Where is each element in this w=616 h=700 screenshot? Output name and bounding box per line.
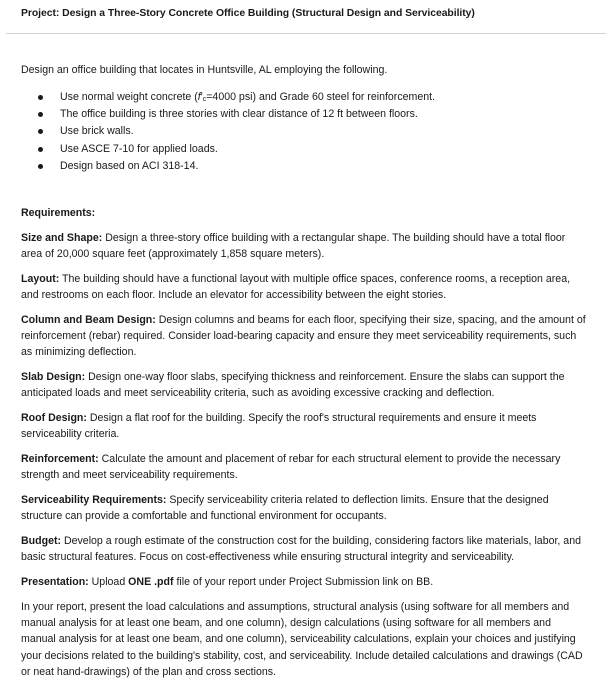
section-layout — [21, 271, 588, 303]
section-label: Slab Design: — [21, 371, 86, 384]
section-text: Design columns and beams for each floor, specifying their size, spacing, and the amount of reinforcement (rebar) required. Consider load-bearing capacity and ensure they meet serviceability requirements, such as minimizing deflection. — [21, 314, 586, 359]
bullet-icon — [38, 147, 43, 152]
bullet-icon — [38, 95, 43, 100]
bullet-text-pre: Use normal weight concrete ( — [60, 91, 198, 103]
section-report — [21, 599, 588, 680]
section-label: Budget: — [21, 535, 62, 548]
section-label: Roof Design: — [21, 412, 87, 425]
fc-symbol: f — [197, 91, 201, 103]
section-text-pre: Upload — [88, 576, 129, 589]
bullet-text-post: =4000 psi) and Grade 60 steel for reinforcement. — [206, 91, 436, 103]
intro-text: Design an office building that locates in Huntsville, AL employing the following. — [21, 64, 388, 76]
section-slab — [21, 369, 588, 401]
section-label: Presentation: — [21, 576, 89, 589]
document-title: Project: Design a Three-Story Concrete Office Building (Structural Design and Serviceability) — [21, 8, 475, 19]
bullet-item-code — [38, 158, 435, 175]
bullet-text: The office building is three stories with clear distance of 12 ft between floors. — [60, 108, 418, 121]
bullet-icon — [38, 112, 43, 117]
bullet-item-loads — [38, 141, 435, 158]
bullet-item-stories — [38, 106, 435, 123]
section-label: Reinforcement: — [21, 453, 99, 466]
prime-mark: ′ — [200, 91, 203, 103]
section-text: Develop a rough estimate of the construction cost for the building, considering factors like materials, labor, and basic structural features. Focus on cost-effectiveness while ensuring structural integrity and serviceability. — [21, 535, 581, 564]
section-roof — [21, 410, 588, 442]
bullet-text: Design based on ACI 318-14. — [60, 159, 199, 172]
section-text: The building should have a functional layout with multiple office spaces, conference rooms, a reception area, and restrooms on each floor. Include an elevator for accessibility between the eight stories. — [21, 273, 571, 302]
section-text-post: file of your report under Project Submission link on BB. — [173, 576, 434, 589]
requirements-heading: Requirements: — [21, 207, 96, 219]
bullet-item-walls — [38, 123, 435, 140]
section-label: Serviceability Requirements: — [21, 494, 167, 507]
section-text-bold: ONE .pdf — [128, 576, 174, 589]
section-reinforcement — [21, 451, 588, 483]
section-presentation — [21, 574, 588, 590]
bullet-text: Use brick walls. — [60, 125, 134, 138]
section-text: Design a flat roof for the building. Specify the roof's structural requirements and ensure it meets serviceability criteria. — [21, 412, 537, 441]
bullet-icon — [38, 129, 43, 134]
section-text: In your report, present the load calculations and assumptions, structural analysis (using software for all members and manual analysis for at least one beam, and one column), design calculations (using software for all members and manual analysis for at least one beam, and one column), serviceability calculations, explain your choices and justifying your decisions related to the building's stability, cost, and serviceability. Include detailed calculations and drawings (CAD or neat hand-drawings) of the plan and cross sections. — [21, 601, 583, 678]
section-label: Layout: — [21, 273, 60, 285]
requirements-sections — [21, 230, 588, 689]
bullet-text: Use ASCE 7-10 for applied loads. — [60, 142, 218, 155]
bullet-icon — [38, 164, 43, 169]
section-serviceability — [21, 492, 588, 524]
section-size-shape — [21, 230, 588, 262]
section-column-beam — [21, 312, 588, 361]
section-text: Calculate the amount and placement of rebar for each structural element to provide the necessary strength and meet serviceability requirements. — [21, 453, 561, 482]
spec-bullet-list — [38, 89, 435, 175]
title-divider — [6, 33, 606, 34]
section-label: Column and Beam Design: — [21, 314, 156, 326]
section-text: Specify serviceability criteria related to deflection limits. Ensure that the designed structure can provide a comfortable and functional environment for occupants. — [21, 494, 549, 523]
section-text: Design one-way floor slabs, specifying thickness and reinforcement. Ensure the slabs can support the anticipated loads and meet serviceability criteria, such as avoiding excessive cracking and deflection. — [21, 371, 565, 400]
section-label: Size and Shape: — [21, 232, 103, 244]
bullet-item-concrete — [38, 89, 435, 106]
fc-subscript: c — [202, 96, 207, 103]
section-budget — [21, 533, 588, 565]
section-text: Design a three-story office building with a rectangular shape. The building should have a total floor area of 20,000 square feet (approximately 1,858 square meters). — [21, 232, 566, 261]
